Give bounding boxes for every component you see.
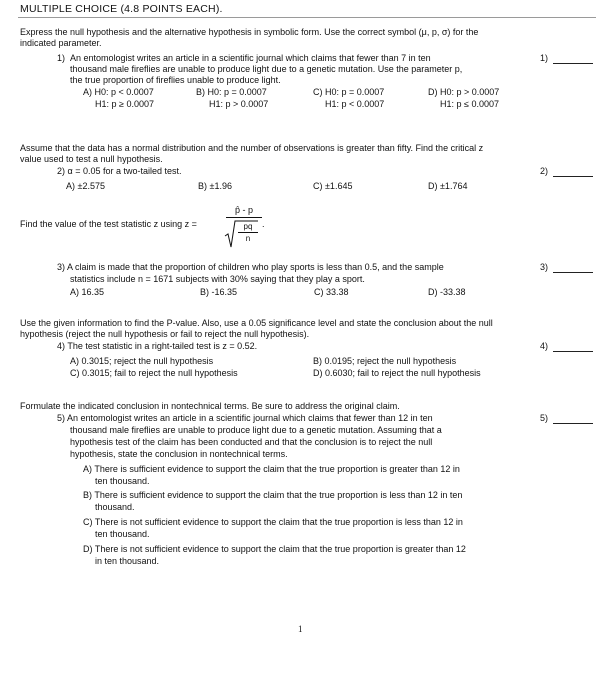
formula-fraction-bar — [226, 217, 262, 218]
block4-intro-line1: Use the given information to find the P-value. Also, use a 0.05 significance level and state the conclusion about the null — [20, 318, 493, 328]
q1-answer-blank[interactable] — [553, 63, 593, 64]
q5-line3: hypothesis test of the claim has been conducted and that the conclusion is to reject the null — [70, 437, 433, 447]
q3-answer-blank[interactable] — [553, 272, 593, 273]
q2-choice-c[interactable]: C) ±1.645 — [313, 181, 353, 191]
q5-choice-c-line1[interactable]: C) There is not sufficient evidence to support the claim that the true proportion is less than 12 in — [83, 517, 463, 527]
q2-answer-label: 2) — [540, 166, 549, 176]
q3-choice-d[interactable]: D) -33.38 — [428, 287, 466, 297]
q1-line2: thousand male fireflies are unable to produce light due to a genetic mutation. Use the parameter p, — [70, 64, 463, 74]
formula-numerator: p̂ - p — [234, 205, 253, 215]
q4-choice-d[interactable]: D) 0.6030; fail to reject the null hypothesis — [313, 368, 481, 378]
q5-choice-c-line2: ten thousand. — [95, 529, 150, 539]
q1-choice-b-h1: H1: p > 0.0007 — [209, 99, 269, 109]
q3-line2: statistics include n = 1671 subjects with 30% saying that they play a sport. — [70, 274, 365, 284]
q1-choice-c-h0[interactable]: C) H0: p = 0.0007 — [313, 87, 385, 97]
q3-choice-b[interactable]: B) -16.35 — [200, 287, 238, 297]
q3-answer-label: 3) — [540, 262, 549, 272]
q1-line3: the true proportion of fireflies unable to produce light. — [70, 75, 281, 85]
q5-choice-d-line1[interactable]: D) There is not sufficient evidence to support the claim that the true proportion is greater than 12 — [83, 544, 466, 554]
block2-intro-line2: value used to test a null hypothesis. — [20, 154, 163, 164]
q4-choice-c[interactable]: C) 0.3015; fail to reject the null hypothesis — [70, 368, 238, 378]
block4-intro-line2: hypothesis (reject the null hypothesis or fail to reject the null hypothesis). — [20, 329, 310, 339]
block5-intro: Formulate the indicated conclusion in nontechnical terms. Be sure to address the original claim. — [20, 401, 400, 411]
q1-answer-label: 1) — [540, 53, 549, 63]
q2-choice-d[interactable]: D) ±1.764 — [428, 181, 468, 191]
q1-choice-d-h0[interactable]: D) H0: p > 0.0007 — [428, 87, 500, 97]
block1-intro-line2: indicated parameter. — [20, 38, 102, 48]
q4-choice-b[interactable]: B) 0.0195; reject the null hypothesis — [313, 356, 457, 366]
q5-choice-a-line1[interactable]: A) There is sufficient evidence to support the claim that the true proportion is greater than 12 in — [83, 464, 460, 474]
q5-answer-label: 5) — [540, 413, 549, 423]
q5-line2: thousand male fireflies are unable to produce light due to a genetic mutation. Assuming that a — [70, 425, 442, 435]
q4-answer-label: 4) — [540, 341, 549, 351]
formula-inner-bar — [238, 232, 258, 233]
q3-line1: 3) A claim is made that the proportion of children who play sports is less than 0.5, and the sample — [57, 262, 444, 272]
q5-answer-blank[interactable] — [553, 423, 593, 424]
q1-number: 1) — [57, 53, 66, 63]
q3-choice-c[interactable]: C) 33.38 — [314, 287, 349, 297]
q1-line1: An entomologist writes an article in a scientific journal which claims that fewer than 7 in ten — [70, 53, 431, 63]
formula-pq: pq — [243, 222, 253, 231]
block1-intro-line1: Express the null hypothesis and the alternative hypothesis in symbolic form. Use the correct symbol (μ, p, σ) for the — [20, 27, 479, 37]
q3-choice-a[interactable]: A) 16.35 — [70, 287, 105, 297]
q2-answer-blank[interactable] — [553, 176, 593, 177]
formula-period: . — [262, 219, 265, 229]
block2-intro-line1: Assume that the data has a normal distribution and the number of observations is greater than fifty. Find the critical z — [20, 143, 484, 153]
q5-choice-d-line2: in ten thousand. — [95, 556, 160, 566]
q4-answer-blank[interactable] — [553, 351, 593, 352]
block3-intro: Find the value of the test statistic z using z = — [20, 219, 197, 229]
q4-choice-a[interactable]: A) 0.3015; reject the null hypothesis — [70, 356, 214, 366]
formula-n: n — [245, 234, 251, 243]
q4-stem: 4) The test statistic in a right-tailed test is z = 0.52. — [57, 341, 258, 351]
q1-choice-a-h0[interactable]: A) H0: p < 0.0007 — [83, 87, 154, 97]
q2-stem: 2) α = 0.05 for a two-tailed test. — [57, 166, 182, 176]
q5-choice-b-line2: thousand. — [95, 502, 135, 512]
q2-choice-b[interactable]: B) ±1.96 — [198, 181, 232, 191]
q5-choice-a-line2: ten thousand. — [95, 476, 150, 486]
q2-choice-a[interactable]: A) ±2.575 — [66, 181, 105, 191]
q5-line4: hypothesis, state the conclusion in nontechnical terms. — [70, 449, 288, 459]
q1-choice-b-h0[interactable]: B) H0: p = 0.0007 — [196, 87, 267, 97]
page-number: 1 — [298, 624, 303, 634]
q1-choice-c-h1: H1: p < 0.0007 — [325, 99, 385, 109]
q5-choice-b-line1[interactable]: B) There is sufficient evidence to support the claim that the true proportion is less than 12 in ten — [83, 490, 463, 500]
q1-choice-d-h1: H1: p ≤ 0.0007 — [440, 99, 499, 109]
title-divider — [18, 17, 596, 18]
q1-choice-a-h1: H1: p ≥ 0.0007 — [95, 99, 154, 109]
section-title: MULTIPLE CHOICE (4.8 POINTS EACH). — [20, 3, 223, 15]
q5-line1: 5) An entomologist writes an article in a scientific journal which claims that fewer than 12 in ten — [57, 413, 433, 423]
